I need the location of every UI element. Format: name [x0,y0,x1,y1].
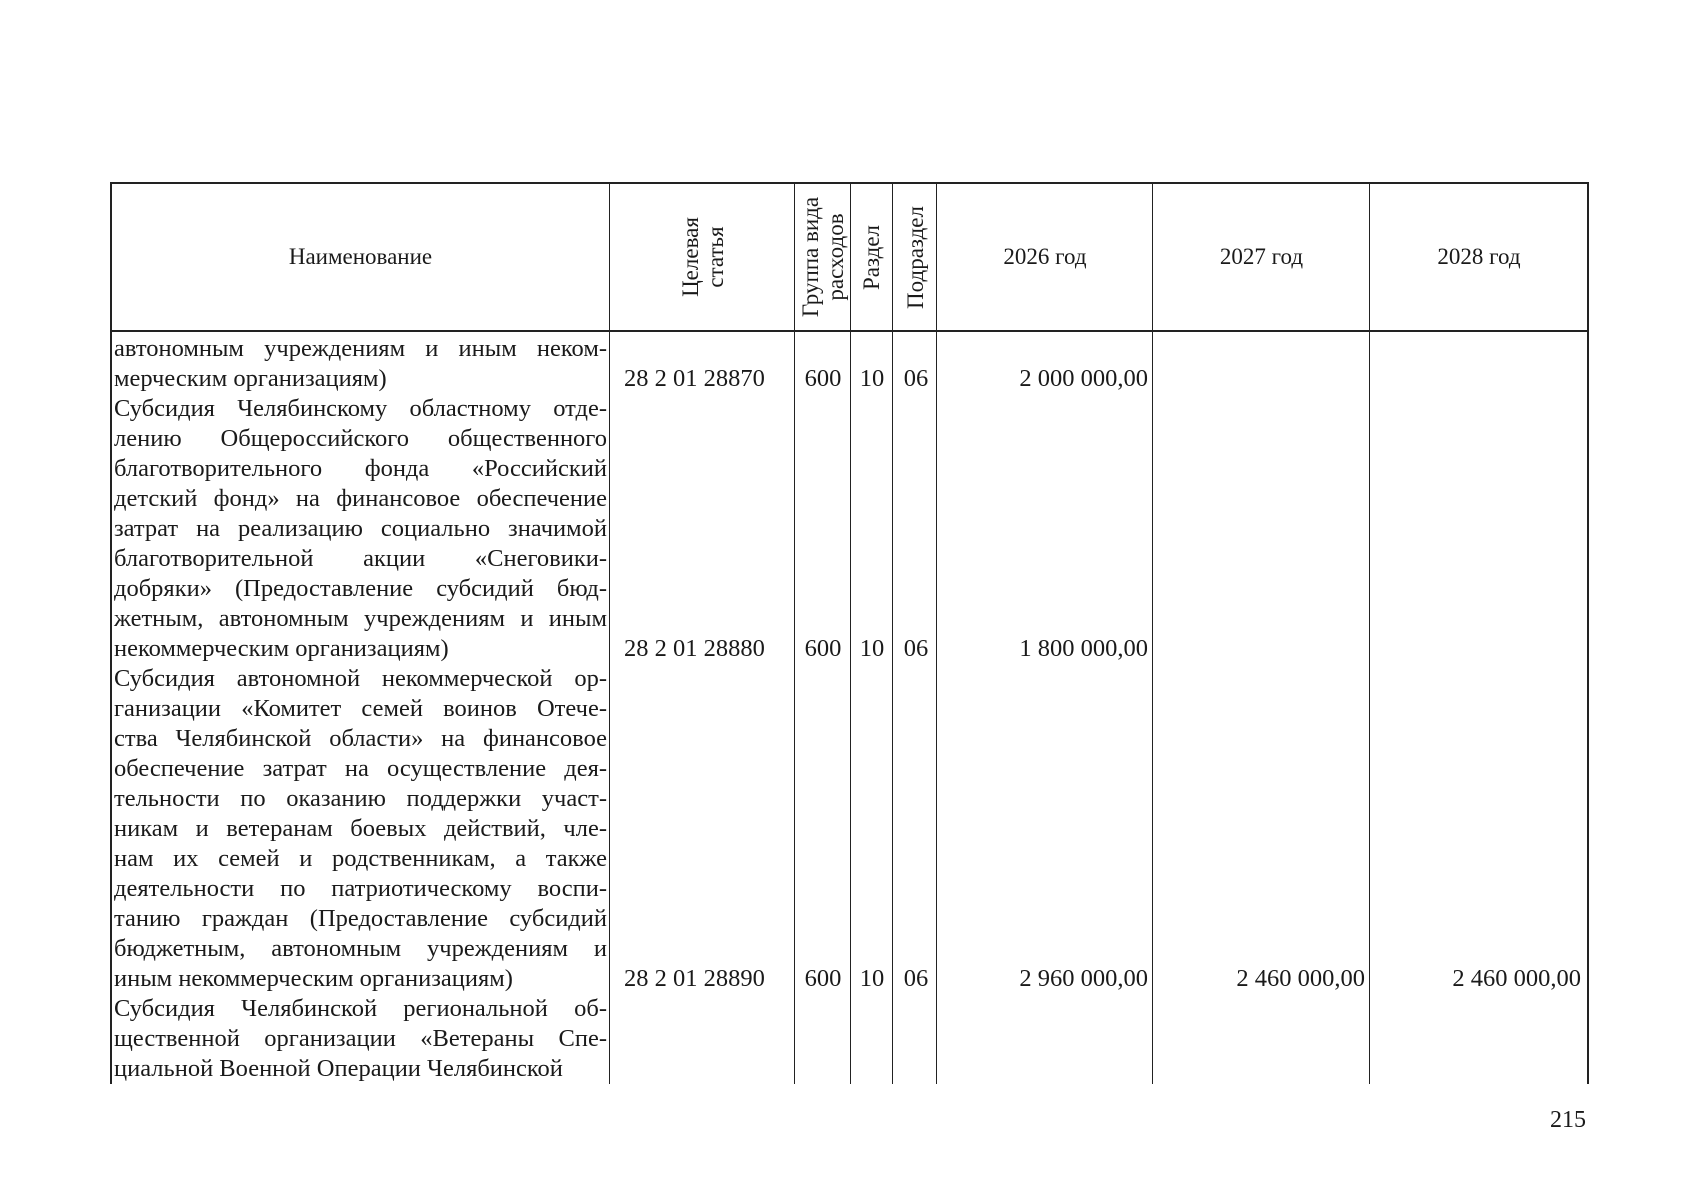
header-expense-group-label [798,197,848,317]
header-subsection [894,184,936,330]
header-subsection-label: Подраздел [902,205,928,309]
header-year-2028 [1371,184,1587,330]
target-article-cell: 28 2 01 28870 [624,365,765,392]
header-target-article-label [677,217,727,297]
name-line: Субсидия Челябинскому областному отде- [114,395,607,422]
amount-2028-cell: 2 460 000,00 [1452,965,1581,992]
name-line: жетным, автономным учреждениям и иным [114,605,607,632]
expense-group-cell: 600 [804,365,842,392]
header-section [852,184,892,330]
column-divider [1152,182,1153,1084]
header-target-article [611,184,794,330]
header-expense-group-line: расходов [823,213,849,301]
expense-group-cell: 600 [804,635,842,662]
header-name-label: Наименование [288,244,433,269]
column-divider [936,182,937,1084]
name-line: ганизации «Комитет семей воинов Отече- [114,695,607,722]
name-line: никам и ветеранам боевых действий, чле- [114,815,607,842]
amount-2027-cell [1157,634,1365,664]
name-line: нам их семей и родственникам, а также [114,845,607,872]
amount-2028-cell [1373,634,1581,664]
amount-2027-cell [1157,364,1365,394]
header-year-2027-label: 2027 год [1219,244,1304,269]
name-line: благотворительного фонда «Российский [114,455,607,482]
name-line: деятельности по патриотическому воспи- [114,875,607,902]
header-year-2026 [938,184,1152,330]
name-line: бюджетным, автономным учреждениям и [114,935,607,962]
name-column-text [114,334,607,1084]
column-divider [609,182,610,1084]
column-divider [1369,182,1370,1084]
name-line: лению Общероссийского общественного [114,425,607,452]
name-line: Субсидия автономной некоммерческой ор- [114,665,607,692]
header-year-2028-label: 2028 год [1437,244,1521,269]
header-target-article-line: Целевая [677,217,703,297]
name-line: Субсидия Челябинской региональной об- [114,995,607,1022]
section-cell: 10 [859,365,885,392]
amount-2026-cell: 1 800 000,00 [1019,635,1148,662]
column-divider [892,182,893,1084]
header-name [112,184,609,330]
name-line: затрат на реализацию социально значимой [114,515,607,542]
column-divider [850,182,851,1084]
name-line: детский фонд» на финансовое обеспечение [114,485,607,512]
name-line: щественной организации «Ветераны Спе- [114,1025,607,1052]
name-line: автономным учреждениям и иным неком- [114,335,607,362]
name-line: циальной Военной Операции Челябинской [114,1055,563,1082]
amount-2026-cell: 2 000 000,00 [1019,365,1148,392]
amount-2026-cell: 2 960 000,00 [1019,965,1148,992]
header-year-2026-label: 2026 год [1003,244,1087,269]
column-divider [794,182,795,1084]
amount-2028-cell [1373,364,1581,394]
name-line: мерческим организациям) [114,365,387,392]
section-cell: 10 [859,635,885,662]
expense-group-cell: 600 [804,965,842,992]
subsection-cell: 06 [903,965,929,992]
target-article-cell: 28 2 01 28890 [624,965,765,992]
name-line: добряки» (Предоставление субсидий бюд- [114,575,607,602]
name-line: тельности по оказанию поддержки участ- [114,785,607,812]
page-number: 215 [1550,1107,1586,1133]
name-line: некоммерческим организациям) [114,635,449,662]
subsection-cell: 06 [903,635,929,662]
header-target-article-line: статья [702,226,728,288]
header-expense-group [796,184,850,330]
amount-2027-cell: 2 460 000,00 [1236,965,1365,992]
name-line: обеспечение затрат на осуществление дея- [114,755,607,782]
name-line: танию граждан (Предоставление субсидий [114,905,607,932]
section-cell: 10 [859,965,885,992]
header-expense-group-line: Группа вида [798,196,824,318]
header-year-2027 [1154,184,1369,330]
target-article-cell: 28 2 01 28880 [624,635,765,662]
name-line: иным некоммерческим организациям) [114,965,513,992]
name-line: ства Челябинской области» на финансовое [114,725,607,752]
header-section-label: Раздел [859,224,885,290]
subsection-cell: 06 [903,365,929,392]
name-line: благотворительной акции «Снеговики- [114,545,607,572]
